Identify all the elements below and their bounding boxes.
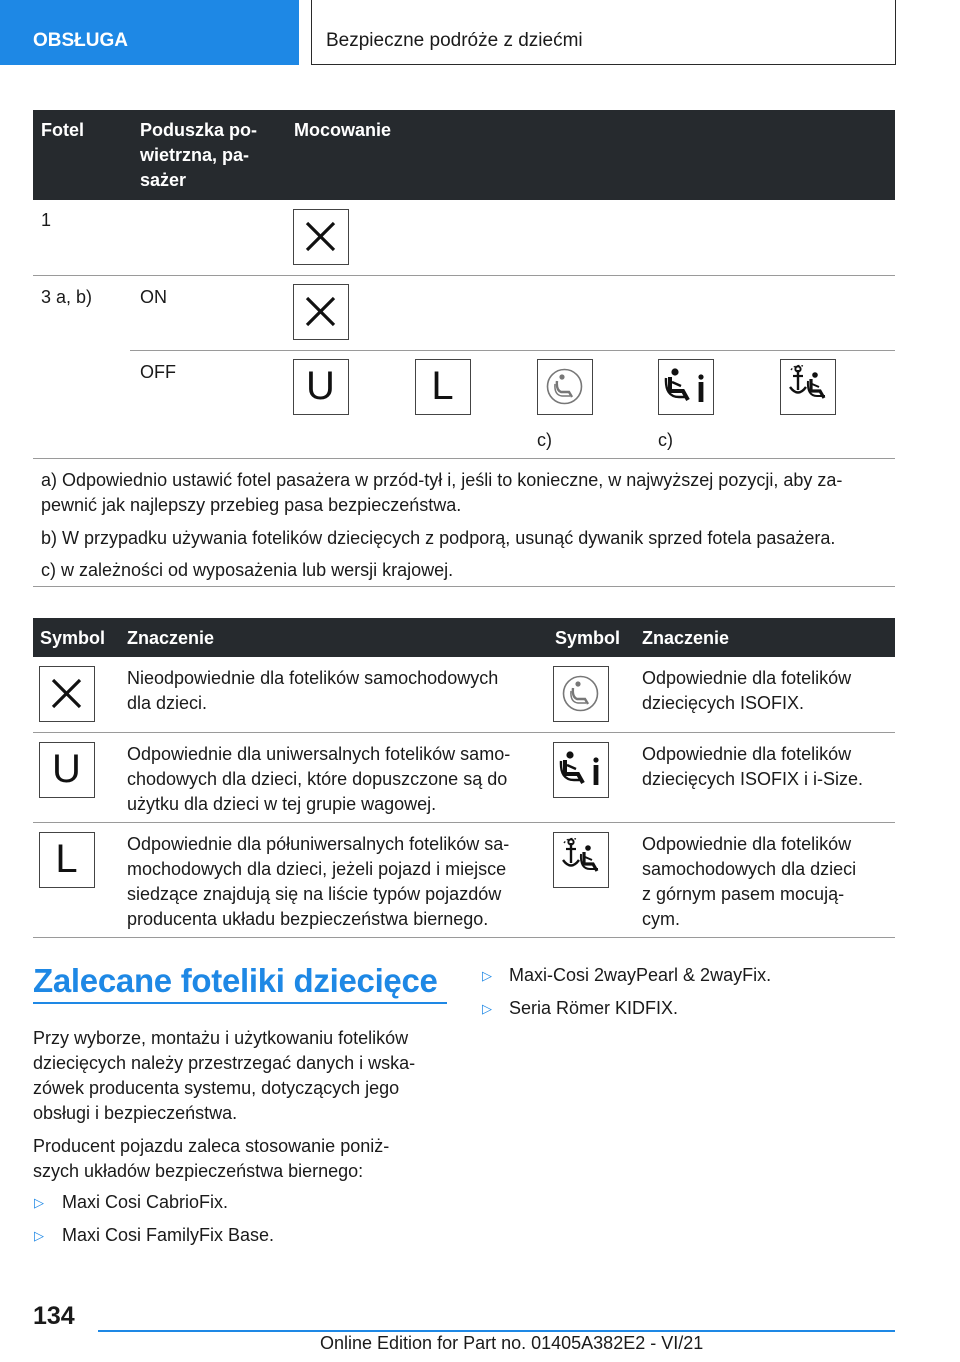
bullet-item: Maxi Cosi FamilyFix Base. (62, 1225, 275, 1245)
isofix-i-size-icon (658, 359, 714, 415)
bullet-triangle-icon: ▷ (482, 1001, 492, 1016)
isofix-icon (537, 359, 593, 415)
table2-row3-right-meaning: Odpowiednie dla fotelików samochodowych dla dzieci z górnym pasem mocują- cym. (642, 834, 857, 929)
page-number: 134 (33, 1302, 75, 1330)
table2-row2-left-meaning: Odpowiednie dla uniwersalnych fotelików samo- chodowych dla dzieci, które dopuszczone są do użytku dla dzieci w tej grupie wagowej. (127, 744, 511, 814)
table2-row-divider (33, 732, 895, 733)
table2-col-symbol-2: Symbol (555, 628, 621, 648)
isofix-i-size-icon (553, 742, 609, 798)
table1-row3-airbag: OFF (140, 362, 176, 382)
bullet-triangle-icon: ▷ (34, 1195, 44, 1210)
table1-row3-note-isize: c) (658, 430, 673, 450)
footer-rule (98, 1330, 895, 1332)
x-cross-icon (293, 209, 349, 265)
table1-row3-note-isofix: c) (537, 430, 552, 450)
bullet-triangle-icon: ▷ (482, 968, 492, 983)
top-tether-icon (553, 832, 609, 888)
table1-row-divider (33, 458, 895, 459)
table1-note-b: b) W przypadku używania fotelików dziecięcych z podporą, usunąć dywanik sprzed fotela pasażera. (41, 528, 836, 548)
table1-col-fotel: Fotel (41, 120, 84, 140)
table2-row2-right-meaning: Odpowiednie dla fotelików dziecięcych ISOFIX i i-Size. (642, 744, 864, 789)
section-label: OBSŁUGA (33, 30, 128, 51)
table1-row1-seat: 1 (41, 210, 52, 230)
bullet-triangle-icon: ▷ (34, 1228, 44, 1243)
table2-col-meaning-1: Znaczenie (127, 628, 215, 648)
section-tab (0, 0, 299, 65)
table1-col-mocowanie: Mocowanie (294, 120, 392, 140)
top-tether-icon (780, 359, 836, 415)
table1-row-divider (33, 275, 895, 276)
semi-universal-l-icon: L (39, 832, 95, 888)
bullet-item: Maxi-Cosi 2wayPearl & 2wayFix. (509, 965, 772, 985)
table2-row-divider (33, 822, 895, 823)
bullet-item: Seria Römer KIDFIX. (509, 998, 679, 1018)
section-heading-rule (33, 1002, 447, 1004)
table2-bottom-rule (33, 937, 895, 938)
bullet-item: Maxi Cosi CabrioFix. (62, 1192, 229, 1212)
universal-u-icon: U (293, 359, 349, 415)
footer-edition: Online Edition for Part no. 01405A382E2 - VI/21 (320, 1333, 704, 1353)
table1-bottom-rule (33, 586, 895, 587)
table1-col-poduszka: Poduszka po- wietrzna, pa- sażer (140, 120, 258, 190)
isofix-icon (553, 666, 609, 722)
universal-u-icon: U (39, 742, 95, 798)
x-cross-icon (293, 284, 349, 340)
semi-universal-l-icon: L (415, 359, 471, 415)
section-heading: Zalecane foteliki dziecięce (33, 962, 438, 999)
table1-row2-airbag: ON (140, 287, 167, 307)
table1-row-divider (130, 350, 895, 351)
table2-col-symbol-1: Symbol (40, 628, 106, 648)
table2-row1-left-meaning: Nieodpowiednie dla fotelików samochodowych dla dzieci. (127, 668, 499, 713)
recommendation-paragraph: Producent pojazdu zaleca stosowanie poniż- szych układów bezpieczeństwa biernego: (33, 1136, 390, 1181)
table1-row2-seat: 3 a, b) (41, 287, 93, 307)
table1-note-a: a) Odpowiednio ustawić fotel pasażera w przód-tył i, jeśli to konieczne, w najwyższej pozycji, aby za- pewnić jak najlepszy przebieg pasa bezpieczeństwa. (41, 470, 843, 515)
page-header-box (311, 0, 896, 65)
table2-row1-right-meaning: Odpowiednie dla fotelików dziecięcych ISOFIX. (642, 668, 852, 713)
table1-note-c: c) w zależności od wyposażenia lub wersji krajowej. (41, 560, 454, 580)
table2-row3-left-meaning: Odpowiednie dla półuniwersalnych fotelików sa- mochodowych dla dzieci, jeżeli pojazd i miejsce siedzące znajdują się na liście typów pojazdów producenta układu bezpieczeństwa biernego. (127, 834, 510, 929)
table2-col-meaning-2: Znaczenie (642, 628, 730, 648)
page-title: Bezpieczne podróże z dziećmi (326, 30, 583, 51)
x-cross-icon (39, 666, 95, 722)
intro-paragraph: Przy wyborze, montażu i użytkowaniu fotelików dziecięcych należy przestrzegać danych i wska- zówek producenta systemu, dotyczących jego obsługi i bezpieczeństwa. (33, 1028, 416, 1123)
